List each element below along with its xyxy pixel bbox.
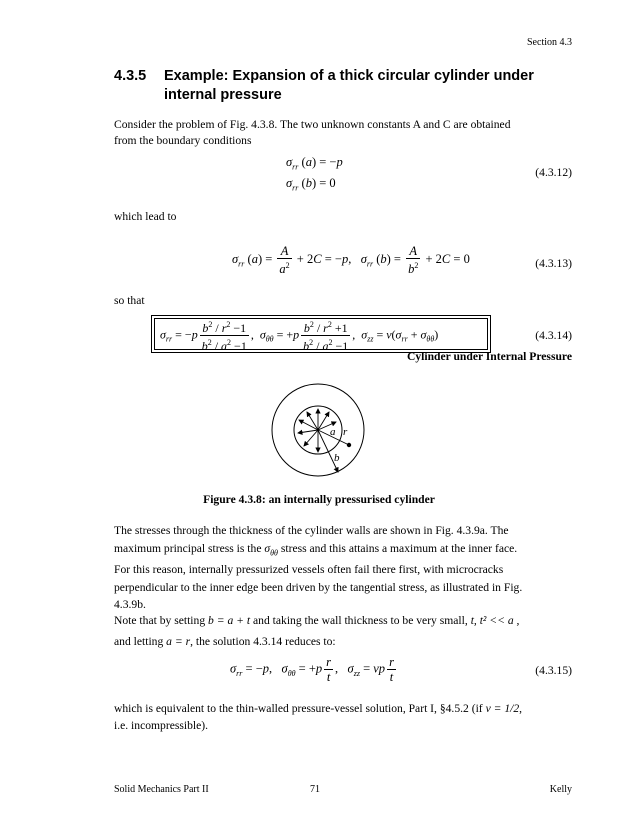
note-line-2: and letting a = r, the solution 4.3.14 reduces to: (114, 635, 336, 648)
page-number: 71 (310, 784, 320, 795)
label-r: r (343, 426, 348, 438)
lead-text: which lead to (114, 210, 177, 223)
closing-line-1: which is equivalent to the thin-walled pressure-vessel solution, Part I, §4.5.2 (if ν = 1/2, (114, 702, 523, 715)
discussion-line-5: 4.3.9b. (114, 598, 146, 612)
label-b: b (334, 452, 340, 464)
closing-line-2: i.e. incompressible). (114, 719, 209, 732)
equation-4-3-14: $\sigma_{rr} = -p$ $\frac{b^2 / r^2 -1}{b^2 / a^2 -1}$ , $\sigma_{\theta\theta} = +p$ $\frac{b^2 / r^2 +1}{b^2 / a^2 -1}$ , $\sigma_{zz} = \nu(\sigma_{rr} + \sigma_{\theta\theta})$ (160, 320, 439, 353)
so-that-text: so that (114, 294, 145, 307)
label-a: a (330, 426, 336, 438)
running-header: Section 4.3 (527, 37, 572, 48)
equation-4-3-12-line-1: $\sigma_{rr}$ (a) = −p (286, 155, 343, 172)
equation-number-4-3-13: (4.3.13) (535, 257, 572, 270)
discussion-paragraph (114, 522, 574, 614)
intro-paragraph (114, 117, 574, 149)
discussion-line-4: perpendicular to the inner edge been driven by the tangential stress, as illustrated in Fig. (114, 580, 523, 594)
discussion-line-3: For this reason, internally pressurized vessels often fail there first, with microcracks (114, 563, 504, 577)
note-line-1: Note that by setting b = a + t and taking the wall thickness to be very small, t, t² << a , (114, 614, 520, 627)
equation-number-4-3-12: (4.3.12) (535, 166, 572, 179)
equation-4-3-12-line-2: $\sigma_{rr}$ (b) = 0 (286, 176, 336, 193)
figure-caption: Figure 4.3.8: an internally pressurised cylinder (203, 493, 435, 506)
equation-4-3-13: $\sigma_{rr}$ (a) = $\frac{A}{a^2}$ + 2C = −p, $\sigma_{rr}$ (b) = $\frac{A}{b^2}$ + 2C = 0 (232, 244, 470, 277)
discussion-line-2: maximum principal stress is the $\sigma_{\theta\theta}$ stress and this attains a maximum at the inner face. (114, 541, 518, 557)
footer-right: Kelly (549, 784, 572, 795)
intro-line-1: Consider the problem of Fig. 4.3.8. The two unknown constants A and C are obtained (114, 118, 511, 131)
equation-4-3-15: $\sigma_{rr} = -p$, $\sigma_{\theta\theta} = +p$ $\frac{r}{t}$ , $\sigma_{zz} = \nu p$ $\frac{r}{t}$ (230, 655, 394, 684)
section-title: Example: Expansion of a thick circular cylinder under internal pressure (164, 68, 534, 103)
radius-r-point (347, 443, 351, 447)
footer-left: Solid Mechanics Part II (114, 784, 209, 795)
equation-number-4-3-14: (4.3.14) (535, 329, 572, 342)
equation-number-4-3-15: (4.3.15) (535, 664, 572, 677)
discussion-line-1: The stresses through the thickness of the cylinder walls are shown in Fig. 4.3.9a. The (114, 524, 509, 537)
note-paragraph (114, 610, 574, 652)
equation-4-3-14-label: Cylinder under Internal Pressure (406, 350, 572, 363)
section-number: 4.3.5 (114, 68, 147, 84)
intro-line-2: from the boundary conditions (114, 134, 252, 147)
closing-paragraph (114, 700, 574, 734)
cylinder-figure (260, 382, 380, 482)
